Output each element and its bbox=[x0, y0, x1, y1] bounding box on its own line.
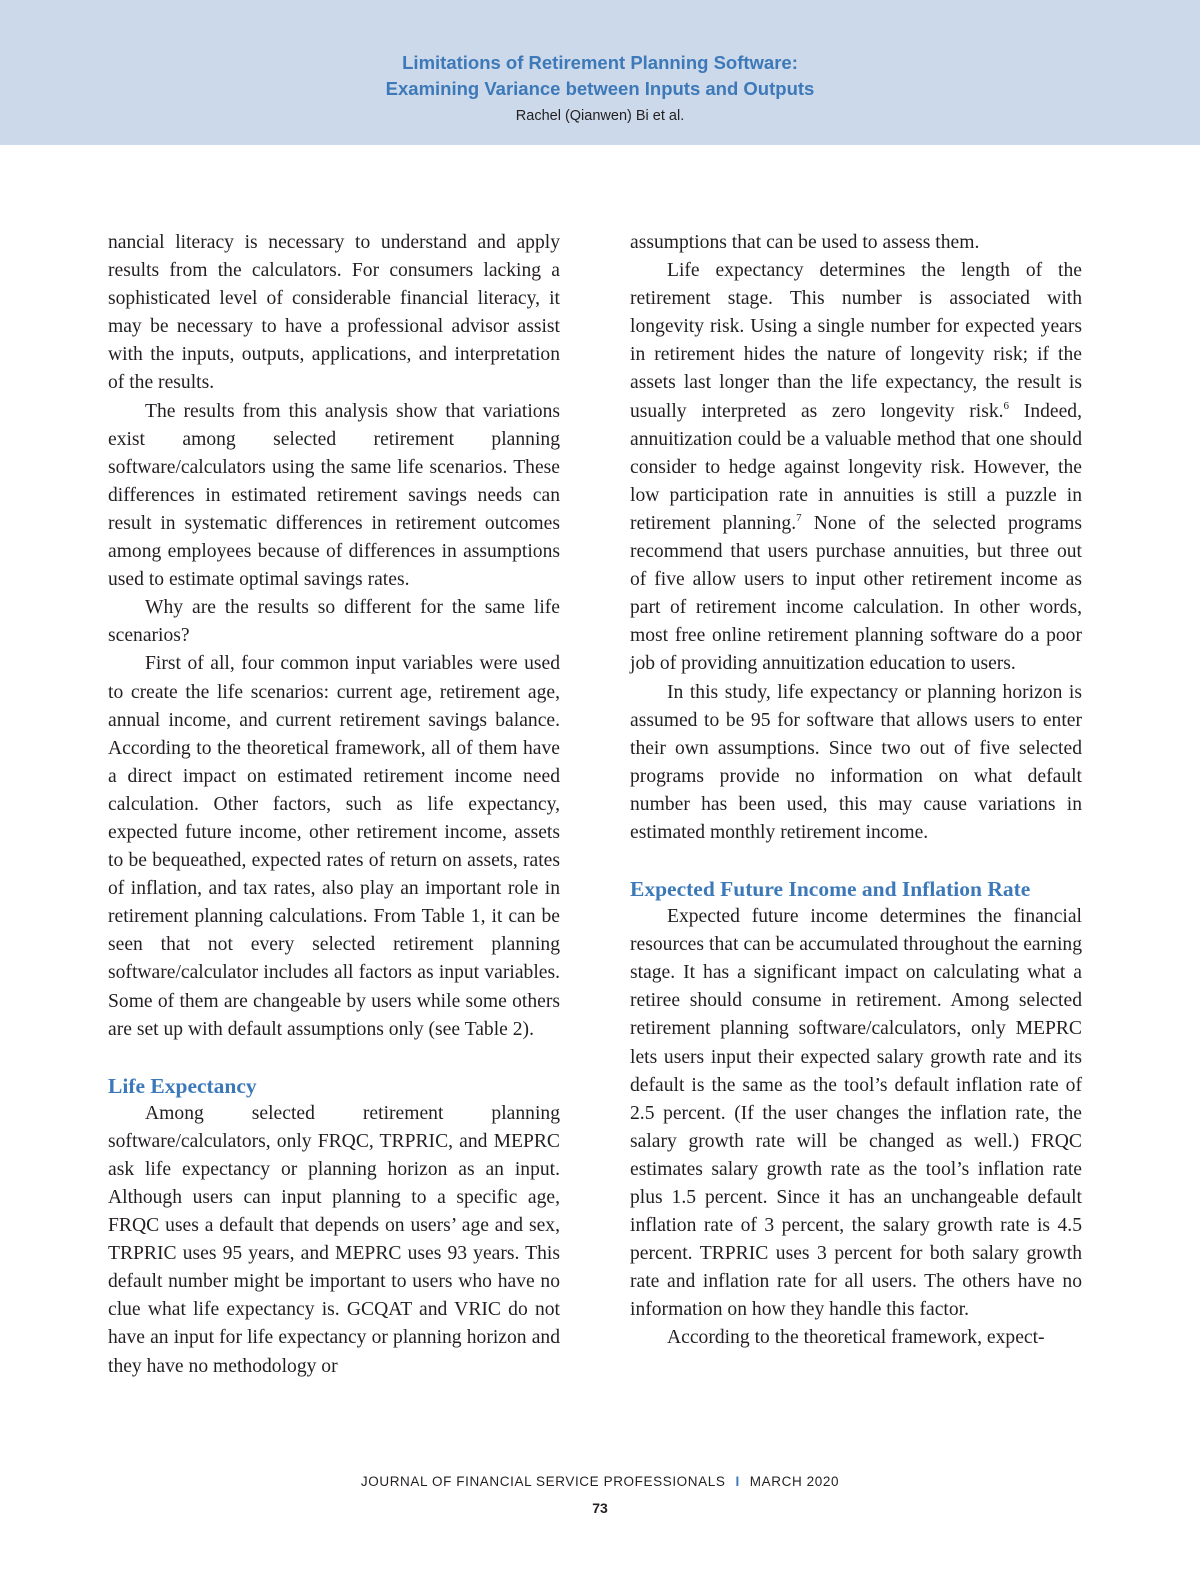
header-banner bbox=[0, 0, 1200, 145]
section-heading-expected-income: Expected Future Income and Inflation Rate bbox=[630, 877, 1031, 902]
paragraph-text: Indeed, annuitization could be a valuable method that one should consider to hedge against longevity risk. However, the low participation rate in annuities is still a puzzle in retirement planning. bbox=[630, 400, 1083, 534]
paragraph: nancial literacy is necessary to understand and apply results from the calculators. For consumers lacking a sophisticated level of considerable financial literacy, it may be necessary to have a professional advisor assist with the inputs, outputs, applications, and interpretation of the results. bbox=[108, 232, 560, 394]
left-column bbox=[108, 229, 560, 1381]
paragraph: Why are the results so different for the same life scenarios? bbox=[108, 597, 560, 647]
section-heading-life-expectancy: Life Expectancy bbox=[108, 1073, 257, 1098]
paragraph-text: None of the selected programs recommend that users purchase annuities, but three out of five allow users to input other retirement income as part of retirement income calculation. In other words, most free online retirement planning software do a poor job of providing annuitization education to users. bbox=[630, 512, 1083, 675]
paragraph-text: Life expectancy determines the length of the retirement stage. This number is associated with longevity risk. Using a single number for expected years in retirement hides the nature of longevity risk; if the assets last longer than the life expectancy, the result is usually interpreted as zero longevity risk. bbox=[630, 260, 1082, 422]
paragraph: The results from this analysis show that variations exist among selected retirement planning software/calculators using the same life scenarios. These differences in estimated retirement savings needs can result in systematic differences in retirement outcomes among employees because of differences in assumptions used to estimate optimal savings rates. bbox=[108, 400, 560, 591]
author-line: Rachel (Qianwen) Bi et al. bbox=[515, 108, 685, 124]
footnote-marker: 7 bbox=[796, 511, 802, 524]
article-title-line1: Limitations of Retirement Planning Software: bbox=[402, 52, 798, 73]
paragraph: Among selected retirement planning software/calculators, only FRQC, TRPRIC, and MEPRC ask life expectancy or planning horizon as an input. Although users can input planning to a specific age, FRQC uses a default that depends on users’ age and sex, TRPRIC uses 95 years, and MEPRC uses 93 years. This default number might be important to users who have no clue what life expectancy is. GCQAT and VRIC do not have an input for life expectancy or planning horizon and they have no methodology or bbox=[108, 1102, 560, 1377]
footer-separator: I bbox=[735, 1474, 740, 1489]
paragraph: According to the theoretical framework, expect- bbox=[667, 1327, 1045, 1349]
paragraph: Expected future income determines the financial resources that can be accumulated throughout the earning stage. It has a significant impact on calculating what a retiree should consume in retirement. Among selected retirement planning software/calculators, only MEPRC lets users input their expected salary growth rate and its default is the same as the tool’s default inflation rate of 2.5 percent. (If the user changes the inflation rate, the salary growth rate will be changed as well.) FRQC estimates salary growth rate as the tool’s inflation rate plus 1.5 percent. Since it has an unchangeable default inflation rate of 3 percent, the salary growth rate is 4.5 percent. TRPRIC uses 3 percent for both salary growth rate and inflation rate for all users. The others have no information on how they handle this factor. bbox=[630, 906, 1082, 1321]
paragraph: assumptions that can be used to assess them. bbox=[630, 232, 980, 253]
right-column bbox=[630, 229, 1082, 1353]
page-number: 73 bbox=[592, 1500, 608, 1516]
journal-name: JOURNAL OF FINANCIAL SERVICE PROFESSIONALS bbox=[360, 1474, 726, 1489]
issue-date: MARCH 2020 bbox=[749, 1474, 840, 1489]
article-title-line2: Examining Variance between Inputs and Outputs bbox=[385, 78, 815, 99]
paragraph: In this study, life expectancy or planning horizon is assumed to be 95 for software that allows users to enter their own assumptions. Since two out of five selected programs provide no information on what default number has been used, this may cause variations in estimated monthly retirement income. bbox=[630, 681, 1082, 843]
paragraph bbox=[630, 257, 1082, 678]
footnote-marker: 6 bbox=[1003, 399, 1010, 412]
journal-footer bbox=[0, 1474, 1200, 1489]
paragraph: First of all, four common input variables were used to create the life scenarios: current age, retirement age, annual income, and current retirement savings balance. According to the theoretical framework, all of them have a direct impact on estimated retirement income need calculation. Other factors, such as life expectancy, expected future income, other retirement income, assets to be bequeathed, expected rates of return on assets, rates of inflation, and tax rates, also play an important role in retirement planning calculations. From Table 1, it can be seen that not every selected retirement planning software/calculator includes all factors as input variables. Some of them are changeable by users while some others are set up with default assumptions only (see Table 2). bbox=[108, 653, 560, 1040]
